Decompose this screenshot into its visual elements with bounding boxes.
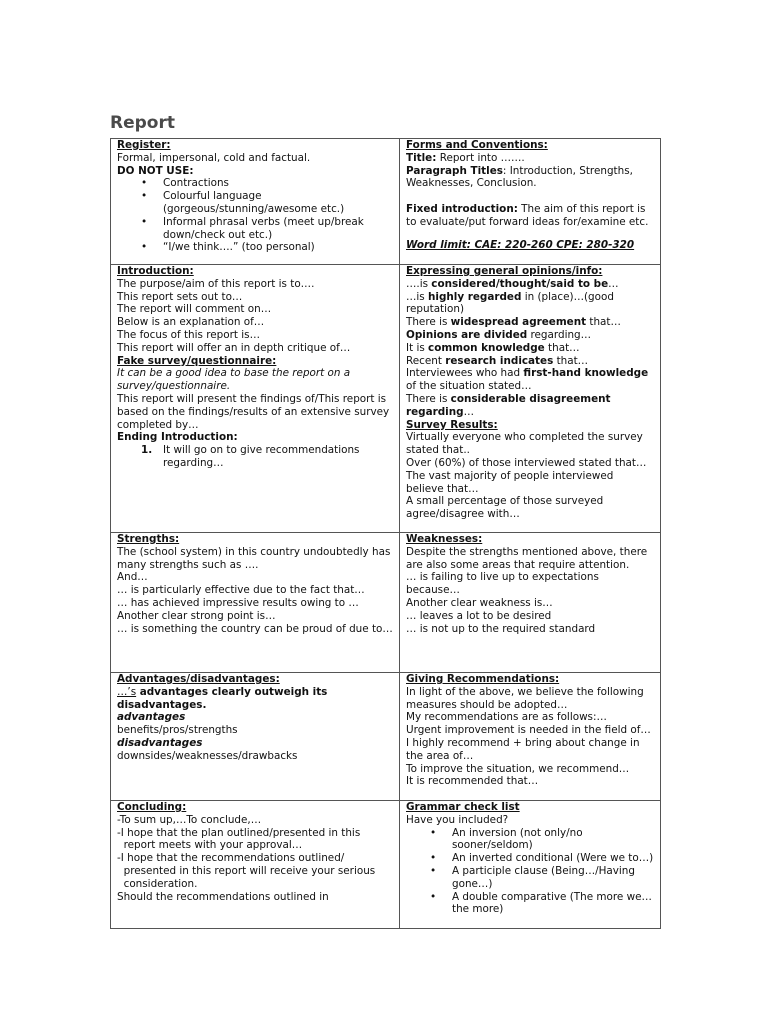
list-item: consideration. bbox=[117, 877, 198, 890]
recommendations-cell bbox=[400, 673, 661, 801]
table-row bbox=[111, 265, 661, 533]
list-item: • An inverted conditional (Were we to…) bbox=[430, 852, 654, 865]
list-item: …’s advantages clearly outweigh its disadvantages. bbox=[117, 685, 331, 711]
fake-survey-heading: Fake survey/questionnaire: bbox=[117, 354, 277, 367]
list-item: … is something the country can be proud of due to… bbox=[117, 622, 393, 635]
fake-survey-note: It can be a good idea to base the report on a survey/questionnaire. bbox=[117, 367, 354, 393]
list-item: It is common knowledge that… bbox=[406, 341, 580, 354]
list-item: 1. It will go on to give recommendations regarding… bbox=[141, 444, 360, 469]
list-item: To improve the situation, we recommend… bbox=[406, 762, 630, 775]
list-item: • Informal phrasal verbs (meet up/break down/check out etc.) bbox=[141, 215, 364, 241]
list-item: -I hope that the plan outlined/presented in this bbox=[117, 826, 361, 839]
list-item: The purpose/aim of this report is to…. bbox=[117, 277, 315, 290]
list-item: This report will offer an in depth critique of… bbox=[117, 341, 351, 354]
introduction-heading: Introduction: bbox=[117, 265, 194, 277]
opinions-heading: Expressing general opinions/info: bbox=[406, 265, 603, 277]
forms-heading: Forms and Conventions: bbox=[406, 139, 548, 151]
list-item: My recommendations are as follows:… bbox=[406, 711, 607, 724]
list-item: …is highly regarded in (place)…(good reputation) bbox=[406, 290, 618, 316]
list-item: The focus of this report is… bbox=[117, 328, 260, 341]
list-item: … has achieved impressive results owing to … bbox=[117, 596, 359, 609]
forms-cell bbox=[400, 139, 661, 265]
bullet-icon: • bbox=[141, 215, 148, 228]
grammar-cell bbox=[400, 801, 661, 929]
do-not-use-label: DO NOT USE: bbox=[117, 164, 194, 177]
list-item: ….is considered/thought/said to be… bbox=[406, 277, 619, 290]
list-item: Recent research indicates that… bbox=[406, 354, 589, 367]
weaknesses-heading: Weaknesses: bbox=[406, 533, 483, 545]
list-item: -I hope that the recommendations outlined/ bbox=[117, 852, 345, 865]
list-item: • Contractions bbox=[141, 177, 229, 190]
list-item: • An inversion (not only/no sooner/seldom) bbox=[430, 826, 583, 852]
paragraph-titles-line: Paragraph Titles: Introduction, Strengths, Weaknesses, Conclusion. bbox=[406, 164, 637, 190]
register-line: Formal, impersonal, cold and factual. bbox=[117, 151, 311, 164]
list-item: Despite the strengths mentioned above, there are also some areas that require attention. bbox=[406, 545, 651, 571]
list-item: The report will comment on… bbox=[117, 303, 272, 316]
bullet-icon: • bbox=[141, 241, 148, 254]
list-item: In light of the above, we believe the following measures should be adopted… bbox=[406, 685, 647, 711]
report-table bbox=[110, 138, 661, 929]
advantages-label: advantages bbox=[117, 711, 186, 724]
fake-survey-text: This report will present the findings of/This report is based on the findings/results of an extensive survey completed by… bbox=[117, 392, 393, 431]
fixed-intro-line: Fixed introduction: The aim of this report is to evaluate/put forward ideas for/examine etc. bbox=[406, 202, 649, 228]
page-title: Report bbox=[110, 113, 175, 133]
bullet-icon: • bbox=[430, 890, 437, 903]
survey-results-heading: Survey Results: bbox=[406, 418, 498, 431]
list-item: • “I/we think….” (too personal) bbox=[141, 241, 315, 254]
bullet-icon: • bbox=[430, 864, 437, 877]
list-item: Over (60%) of those interviewed stated that… bbox=[406, 456, 647, 469]
table-row bbox=[111, 673, 661, 801]
list-item: Another clear strong point is… bbox=[117, 609, 276, 622]
list-item: • A double comparative (The more we… the more) bbox=[430, 890, 652, 916]
list-item: There is considerable disagreement regarding… bbox=[406, 392, 615, 418]
grammar-heading: Grammar check list bbox=[406, 801, 520, 813]
list-item: Below is an explanation of… bbox=[117, 316, 265, 329]
bullet-icon: • bbox=[430, 852, 437, 865]
list-item: • A participle clause (Being…/Having gone…) bbox=[430, 864, 635, 890]
list-item: The vast majority of people interviewed believe that… bbox=[406, 469, 617, 495]
list-item: … leaves a lot to be desired bbox=[406, 609, 552, 622]
list-item: A small percentage of those surveyed agree/disagree with… bbox=[406, 495, 607, 521]
list-item: … is particularly effective due to the fact that… bbox=[117, 584, 365, 597]
list-item: Should the recommendations outlined in bbox=[117, 890, 329, 903]
bullet-icon: • bbox=[141, 190, 148, 203]
list-item: Urgent improvement is needed in the field of… bbox=[406, 724, 651, 737]
list-item: downsides/weaknesses/drawbacks bbox=[117, 749, 298, 762]
list-item: -To sum up,…To conclude,… bbox=[117, 813, 262, 826]
strengths-heading: Strengths: bbox=[117, 533, 180, 545]
recommendations-heading: Giving Recommendations: bbox=[406, 673, 560, 685]
list-item: presented in this report will receive your serious bbox=[117, 864, 376, 877]
table-row bbox=[111, 533, 661, 673]
disadvantages-label: disadvantages bbox=[117, 736, 203, 749]
list-item: This report sets out to… bbox=[117, 290, 243, 303]
bullet-icon: • bbox=[430, 826, 437, 839]
list-item: • Colourful language (gorgeous/stunning/awesome etc.) bbox=[141, 190, 345, 215]
concluding-heading: Concluding: bbox=[117, 801, 187, 813]
introduction-cell bbox=[111, 265, 400, 533]
strengths-cell bbox=[111, 533, 400, 673]
list-item: There is widespread agreement that… bbox=[406, 316, 621, 329]
advantages-heading: Advantages/disadvantages: bbox=[117, 673, 280, 685]
list-item: benefits/pros/strengths bbox=[117, 724, 238, 737]
list-item: Another clear weakness is… bbox=[406, 596, 553, 609]
opinions-cell bbox=[400, 265, 661, 533]
list-item: The (school system) in this country undoubtedly has many strengths such as …. bbox=[117, 545, 394, 571]
register-cell bbox=[111, 139, 400, 265]
grammar-intro: Have you included? bbox=[406, 813, 509, 826]
list-item: Opinions are divided regarding… bbox=[406, 328, 592, 341]
weaknesses-cell bbox=[400, 533, 661, 673]
advantages-cell bbox=[111, 673, 400, 801]
list-item: Virtually everyone who completed the survey stated that.. bbox=[406, 431, 647, 457]
list-item: And… bbox=[117, 571, 148, 584]
list-item: … is not up to the required standard bbox=[406, 622, 596, 635]
table-row bbox=[111, 801, 661, 929]
register-heading: Register: bbox=[117, 139, 171, 151]
word-limit: Word limit: CAE: 220-260 CPE: 280-320 bbox=[406, 238, 635, 251]
list-item: Interviewees who had first-hand knowledge of the situation stated… bbox=[406, 367, 652, 393]
list-item: It is recommended that… bbox=[406, 775, 539, 788]
title-line: Title: Report into ……. bbox=[406, 151, 525, 164]
table-row bbox=[111, 139, 661, 265]
list-item: … is failing to live up to expectations because… bbox=[406, 571, 603, 597]
list-item: I highly recommend + bring about change in the area of… bbox=[406, 736, 643, 762]
ending-intro-heading: Ending Introduction: bbox=[117, 431, 238, 444]
concluding-cell bbox=[111, 801, 400, 929]
bullet-icon: • bbox=[141, 177, 148, 190]
list-item: report meets with your approval… bbox=[117, 839, 303, 852]
